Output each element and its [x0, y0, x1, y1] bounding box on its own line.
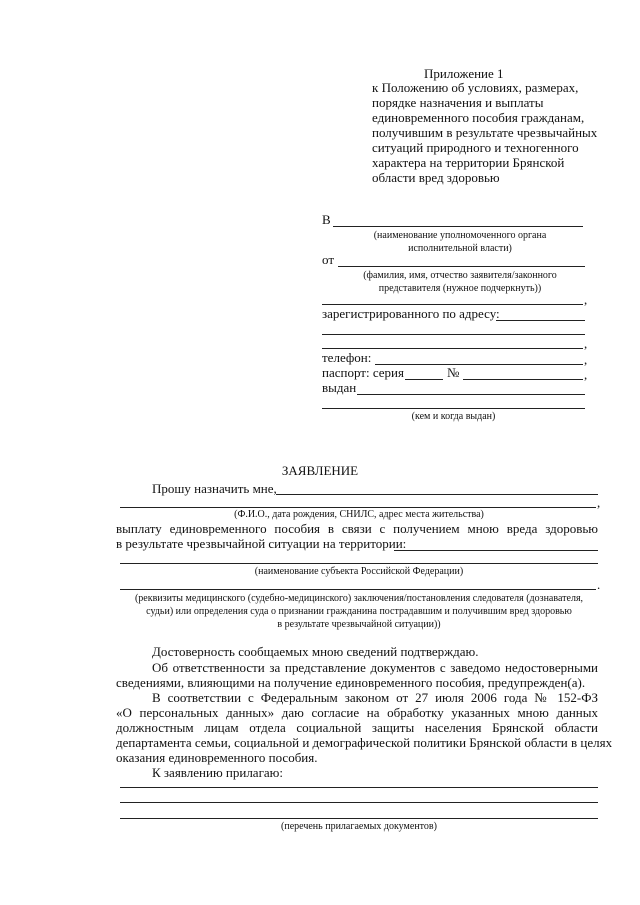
confirm-text: Достоверность сообщаемых мною сведений подтверждаю.: [152, 644, 479, 659]
to-caption-1: (наименование уполномоченного органа: [373, 230, 547, 241]
responsibility-line-1: Об ответственности за представление документов с заведомо недостоверными: [152, 660, 598, 675]
name-continuation-line[interactable]: [322, 304, 583, 305]
appendix-line: характера на территории Брянской: [372, 155, 565, 170]
attach-line-3[interactable]: [120, 818, 598, 819]
passport-series-line[interactable]: [405, 379, 443, 380]
comma-4: ,: [584, 367, 588, 382]
subject-caption: (наименование субъекта Российской Федерации): [254, 566, 464, 577]
request-line-2[interactable]: [120, 507, 596, 508]
appendix-line: порядке назначения и выплаты: [372, 95, 544, 110]
details-caption-2: судьи) или определения суда о признании гражданина пострадавшим и получившим вред здоровью: [146, 606, 572, 617]
to-field-line[interactable]: [333, 226, 583, 227]
to-label: В: [322, 212, 331, 227]
consent-line-1: В соответствии с Федеральным законом от 27 июля 2006 года № 152-ФЗ: [152, 690, 598, 705]
details-caption-1: (реквизиты медицинского (судебно-медицинского) заключения/постановления следователя (дознавателя,: [134, 593, 584, 604]
appendix-line: ситуаций природного и техногенного: [372, 140, 579, 155]
consent-line-3: должностным лицам отдела социальной защиты населения Брянской области: [116, 720, 598, 735]
comma-2: ,: [584, 336, 588, 351]
issued-field-line[interactable]: [357, 394, 585, 395]
address-line-3[interactable]: [322, 348, 583, 349]
registered-label: зарегистрированного по адресу:: [322, 306, 500, 321]
attach-line-2[interactable]: [120, 802, 598, 803]
period-mark: .: [597, 577, 601, 592]
issued-line-2[interactable]: [322, 408, 585, 409]
from-caption-1: (фамилия, имя, отчество заявителя/законного: [363, 270, 557, 281]
issued-caption: (кем и когда выдан): [411, 411, 496, 422]
address-line-2[interactable]: [322, 334, 585, 335]
to-caption-2: исполнительной власти): [408, 243, 512, 254]
consent-line-5: оказания единовременного пособия.: [116, 750, 318, 765]
from-label: от: [322, 252, 335, 267]
details-caption-3: в результате чрезвычайной ситуации)): [277, 619, 441, 630]
appendix-title: Приложение 1: [424, 66, 504, 81]
attach-caption: (перечень прилагаемых документов): [281, 821, 437, 832]
comma-5: ,: [597, 495, 601, 510]
issued-label: выдан: [322, 380, 357, 395]
territory-field-line[interactable]: [394, 550, 598, 551]
attach-line-1[interactable]: [120, 787, 598, 788]
request-label: Прошу назначить мне,: [152, 481, 277, 496]
consent-line-4: департамента семьи, социальной и демографической политики Брянской области в целях: [116, 735, 613, 750]
appendix-line: к Положению об условиях, размерах,: [372, 80, 579, 95]
comma-1: ,: [584, 292, 588, 307]
details-field-line[interactable]: [120, 589, 596, 590]
payment-line-2: в результате чрезвычайной ситуации на территории:: [116, 536, 407, 551]
responsibility-line-2: сведениями, влияющими на получение единовременного пособия, предупрежден(а).: [116, 675, 586, 690]
territory-line-2[interactable]: [120, 563, 598, 564]
passport-number-label: №: [447, 365, 460, 380]
passport-series-label: паспорт: серия: [322, 365, 404, 380]
consent-line-2: «О персональных данных» даю согласие на обработку указанных мною данных: [116, 705, 598, 720]
appendix-line: единовременного пособия гражданам,: [372, 110, 585, 125]
from-caption-2: представителя (нужное подчеркнуть)): [378, 283, 542, 294]
address-field-line[interactable]: [496, 320, 585, 321]
request-field-line[interactable]: [276, 494, 598, 495]
appendix-line: области вред здоровью: [372, 170, 500, 185]
attach-label: К заявлению прилагаю:: [152, 765, 284, 780]
from-field-line[interactable]: [338, 266, 585, 267]
appendix-line: получившим в результате чрезвычайных: [372, 125, 598, 140]
phone-label: телефон:: [322, 350, 372, 365]
payment-line-1: выплату единовременного пособия в связи с получением мною вреда здоровью: [116, 521, 598, 536]
statement-title: ЗАЯВЛЕНИЕ: [281, 463, 359, 478]
phone-field-line[interactable]: [375, 364, 583, 365]
passport-number-line[interactable]: [463, 379, 583, 380]
comma-3: ,: [584, 352, 588, 367]
person-caption: (Ф.И.О., дата рождения, СНИЛС, адрес места жительства): [234, 509, 484, 520]
